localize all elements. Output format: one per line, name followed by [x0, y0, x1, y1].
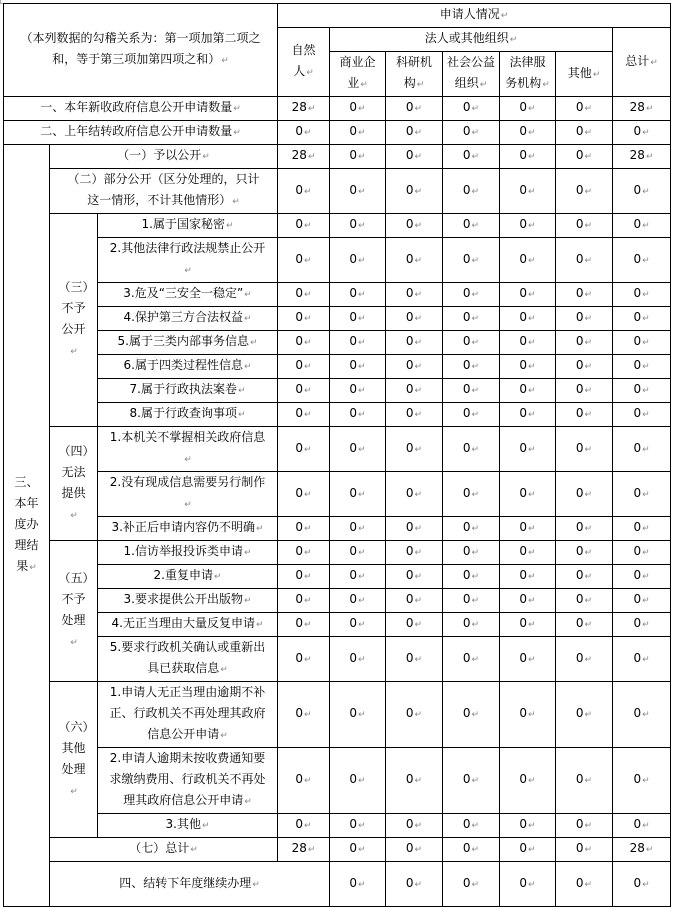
gov-info-disclosure-table	[3, 3, 671, 907]
row-label: 1.信访举报投诉类申请 ↵	[98, 541, 278, 565]
row-label: 8.属于行政查询事项 ↵	[98, 403, 278, 427]
table-row: （三）不予公开 ↵ 1.属于国家秘密 ↵ 0 ↵ 0 ↵ 0 ↵ 0 ↵ 0 ↵ 0 ↵ 0 ↵	[4, 214, 671, 238]
table-row: 3.补正后申请内容仍不明确 ↵ 0 ↵ 0 ↵ 0 ↵ 0 ↵ 0 ↵ 0 ↵ 0 ↵	[4, 517, 671, 541]
table-row: 4.保护第三方合法权益 ↵ 0 ↵ 0 ↵ 0 ↵ 0 ↵ 0 ↵ 0 ↵ 0 ↵	[4, 307, 671, 331]
header-social-welfare-org: 社会公益组织 ↵	[443, 52, 500, 97]
table-row: 5.属于三类内部事务信息 ↵ 0 ↵ 0 ↵ 0 ↵ 0 ↵ 0 ↵ 0 ↵ 0 ↵	[4, 331, 671, 355]
group-6-label: （六）其他处理 ↵	[50, 682, 98, 838]
row-label: 一、本年新收政府信息公开申请数量 ↵	[4, 97, 278, 121]
row-label: 2.没有现成信息需要另行制作 ↵	[98, 472, 278, 517]
row-label: （七）总计 ↵	[50, 838, 278, 862]
table-row: 3.要求提供公开出版物 ↵ 0 ↵ 0 ↵ 0 ↵ 0 ↵ 0 ↵ 0 ↵ 0 ↵	[4, 589, 671, 613]
table-row: 5.要求行政机关确认或重新出具已获取信息 ↵ 0 ↵ 0 ↵ 0 ↵ 0 ↵ 0 ↵ 0 ↵ 0 ↵	[4, 637, 671, 682]
table-row: 2.重复申请 ↵ 0 ↵ 0 ↵ 0 ↵ 0 ↵ 0 ↵ 0 ↵ 0 ↵	[4, 565, 671, 589]
table-row: 三、本年度办理结果 ↵ （一）予以公开 ↵ 28 ↵ 0 ↵ 0 ↵ 0 ↵ 0 ↵ 0 ↵ 28 ↵	[4, 145, 671, 169]
table-row: （七）总计 ↵ 28 ↵ 0 ↵ 0 ↵ 0 ↵ 0 ↵ 0 ↵ 28 ↵	[4, 838, 671, 862]
header-applicant-situation: 申请人情况 ↵	[278, 4, 671, 28]
table-row: 四、结转下年度继续办理 ↵ 0 ↵ 0 ↵ 0 ↵ 0 ↵ 0 ↵ 0 ↵	[4, 862, 671, 907]
table-row: （二）部分公开（区分处理的，只计这一情形，不计其他情形） ↵ 0 ↵ 0 ↵ 0 ↵ 0 ↵ 0 ↵ 0 ↵ 0 ↵	[4, 169, 671, 214]
header-natural-person: 自然人 ↵	[278, 28, 330, 97]
header-note: （本列数据的勾稽关系为：第一项加第二项之和，等于第三项加第四项之和） ↵	[20, 31, 260, 66]
header-total: 总计 ↵	[613, 28, 671, 97]
table-row: 2.其他法律行政法规禁止公开 ↵ 0 ↵ 0 ↵ 0 ↵ 0 ↵ 0 ↵ 0 ↵ 0 ↵	[4, 238, 671, 283]
table-row: （四）无法提供 ↵ 1.本机关不掌握相关政府信息 ↵ 0 ↵ 0 ↵ 0 ↵ 0 ↵ 0 ↵ 0 ↵ 0 ↵	[4, 427, 671, 472]
row-label: 7.属于行政执法案卷 ↵	[98, 379, 278, 403]
row-label: （二）部分公开（区分处理的，只计这一情形，不计其他情形） ↵	[50, 169, 278, 214]
table-row: 6.属于四类过程性信息 ↵ 0 ↵ 0 ↵ 0 ↵ 0 ↵ 0 ↵ 0 ↵ 0 ↵	[4, 355, 671, 379]
row-label: 1.属于国家秘密 ↵	[98, 214, 278, 238]
row-label: 4.无正当理由大量反复申请 ↵	[98, 613, 278, 637]
header-commercial-enterprise: 商业企业 ↵	[330, 52, 386, 97]
table-row: （五）不予处理 ↵ 1.信访举报投诉类申请 ↵ 0 ↵ 0 ↵ 0 ↵ 0 ↵ 0 ↵ 0 ↵ 0 ↵	[4, 541, 671, 565]
table-row: 3.危及“三安全一稳定” ↵ 0 ↵ 0 ↵ 0 ↵ 0 ↵ 0 ↵ 0 ↵ 0 ↵	[4, 283, 671, 307]
row-label: 1.本机关不掌握相关政府信息 ↵	[98, 427, 278, 472]
row-label: 4.保护第三方合法权益 ↵	[98, 307, 278, 331]
group-5-label: （五）不予处理 ↵	[50, 541, 98, 682]
section-3-label: 三、本年度办理结果 ↵	[4, 145, 50, 907]
row-label: 2.其他法律行政法规禁止公开 ↵	[98, 238, 278, 283]
row-label: 2.申请人逾期未按收费通知要求缴纳费用、行政机关不再处理其政府信息公开申请 ↵	[98, 748, 278, 814]
row-label: 二、上年结转政府信息公开申请数量 ↵	[4, 121, 278, 145]
row-label: 3.危及“三安全一稳定” ↵	[98, 283, 278, 307]
row-label: 5.要求行政机关确认或重新出具已获取信息 ↵	[98, 637, 278, 682]
row-label: 2.重复申请 ↵	[98, 565, 278, 589]
header-legal-service-org: 法律服务机构 ↵	[500, 52, 556, 97]
header-note-cell	[4, 4, 278, 97]
table-row: 一、本年新收政府信息公开申请数量 ↵ 28 ↵ 0 ↵ 0 ↵ 0 ↵ 0 ↵ 0 ↵ 28 ↵	[4, 97, 671, 121]
row-label: （一）予以公开 ↵	[50, 145, 278, 169]
table-row: 3.其他 ↵ 0 ↵ 0 ↵ 0 ↵ 0 ↵ 0 ↵ 0 ↵ 0 ↵	[4, 814, 671, 838]
table-row: 二、上年结转政府信息公开申请数量 ↵ 0 ↵ 0 ↵ 0 ↵ 0 ↵ 0 ↵ 0 ↵ 0 ↵	[4, 121, 671, 145]
group-3-label: （三）不予公开 ↵	[50, 214, 98, 427]
table-row: （六）其他处理 ↵ 1.申请人无正当理由逾期不补正、行政机关不再处理其政府信息公开申请 ↵ 0 ↵ 0 ↵ 0 ↵ 0 ↵ 0 ↵ 0 ↵ 0 ↵	[4, 682, 671, 748]
row-label: 四、结转下年度继续办理 ↵	[50, 862, 330, 907]
group-4-label: （四）无法提供 ↵	[50, 427, 98, 541]
table-row: 2.申请人逾期未按收费通知要求缴纳费用、行政机关不再处理其政府信息公开申请 ↵ 0 ↵ 0 ↵ 0 ↵ 0 ↵ 0 ↵ 0 ↵ 0 ↵	[4, 748, 671, 814]
table-row: 7.属于行政执法案卷 ↵ 0 ↵ 0 ↵ 0 ↵ 0 ↵ 0 ↵ 0 ↵ 0 ↵	[4, 379, 671, 403]
row-label: 3.补正后申请内容仍不明确 ↵	[98, 517, 278, 541]
row-label: 3.其他 ↵	[98, 814, 278, 838]
table-row: 8.属于行政查询事项 ↵ 0 ↵ 0 ↵ 0 ↵ 0 ↵ 0 ↵ 0 ↵ 0 ↵	[4, 403, 671, 427]
row-label: 1.申请人无正当理由逾期不补正、行政机关不再处理其政府信息公开申请 ↵	[98, 682, 278, 748]
row-label: 3.要求提供公开出版物 ↵	[98, 589, 278, 613]
header-research-institution: 科研机构 ↵	[386, 52, 443, 97]
row-label: 6.属于四类过程性信息 ↵	[98, 355, 278, 379]
header-other: 其他 ↵	[556, 52, 613, 97]
row-label: 5.属于三类内部事务信息 ↵	[98, 331, 278, 355]
table-row: 2.没有现成信息需要另行制作 ↵ 0 ↵ 0 ↵ 0 ↵ 0 ↵ 0 ↵ 0 ↵ 0 ↵	[4, 472, 671, 517]
table-row: 4.无正当理由大量反复申请 ↵ 0 ↵ 0 ↵ 0 ↵ 0 ↵ 0 ↵ 0 ↵ 0 ↵	[4, 613, 671, 637]
header-legal-or-other-org: 法人或其他组织 ↵	[330, 28, 613, 52]
